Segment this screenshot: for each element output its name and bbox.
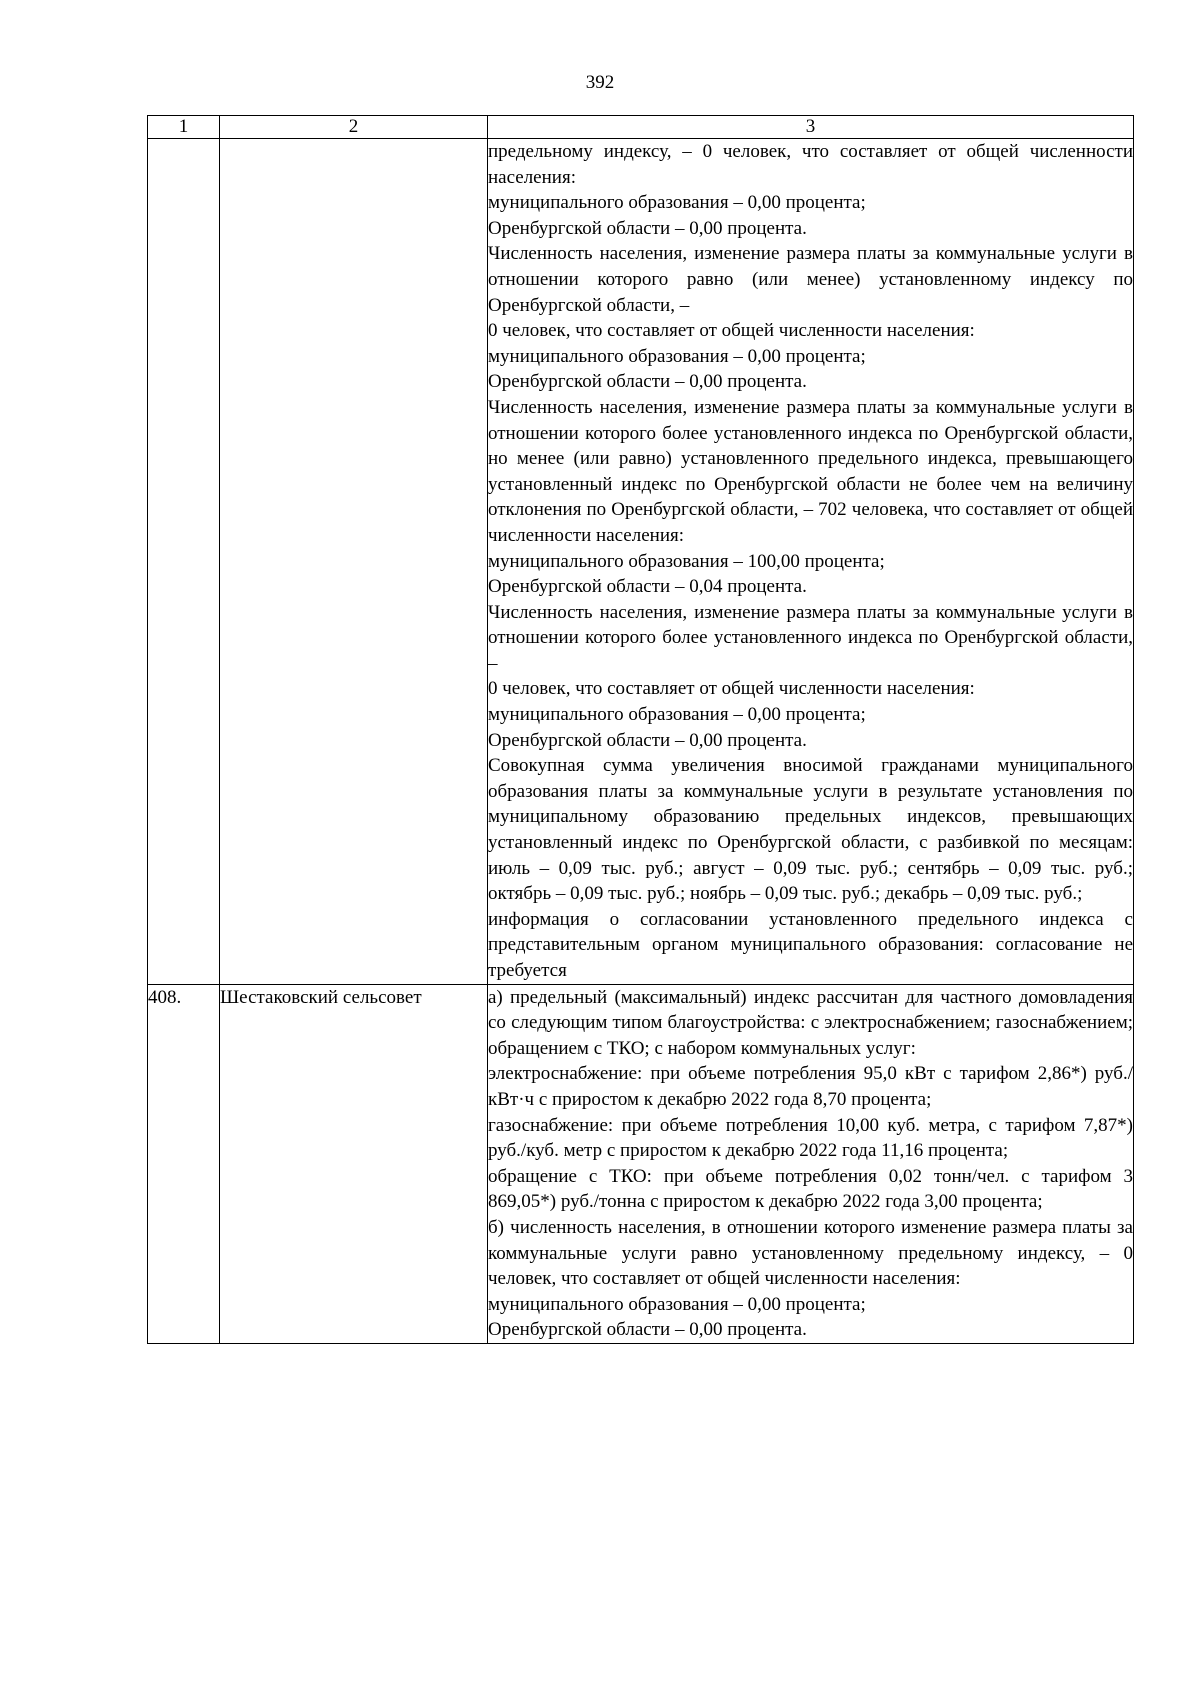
row-content: [488, 139, 1134, 985]
paragraph: Оренбургской области – 0,00 процента.: [488, 371, 807, 393]
paragraph: муниципального образования – 0,00 процента;: [488, 345, 866, 367]
paragraph: предельному индексу, – 0 человек, что составляет от общей численности населения:: [488, 141, 1133, 188]
indices-table: [147, 115, 1134, 1344]
paragraph: газоснабжение: при объеме потребления 10,00 куб. метра, с тарифом 7,87*) руб./куб. метр с приростом к декабрю 2022 года 11,16 процента;: [488, 1114, 1133, 1162]
paragraph: а) предельный (максимальный) индекс рассчитан для частного домовладения со следующим типом благоустройства: с электроснабжением; газоснабжением; обращением с ТКО; с набором коммунальных услуг:: [488, 986, 1133, 1059]
paragraph: Оренбургской области – 0,00 процента.: [488, 1319, 807, 1341]
paragraph: Оренбургской области – 0,04 процента.: [488, 576, 807, 598]
paragraph: Численность населения, изменение размера платы за коммунальные услуги в отношении которого более установленного индекса по Оренбургской области, но менее (или равно) установленного предельного индекса, превышающего установленный индекс по Оренбургской области не более чем на величину отклонения по Оренбургской области, – 702 человека, что составляет от общей численности населения:: [488, 396, 1133, 546]
row-number: 408.: [148, 984, 220, 1343]
column-header-3: 3: [488, 116, 1134, 139]
paragraph: Оренбургской области – 0,00 процента.: [488, 217, 807, 239]
table-row: [148, 984, 1134, 1343]
page-number: 392: [585, 72, 615, 93]
column-header-1: 1: [148, 116, 220, 139]
municipality-name: Шестаковский сельсовет: [220, 984, 488, 1343]
municipality-name: [220, 139, 488, 985]
paragraph: Численность населения, изменение размера платы за коммунальные услуги в отношении которого равно (или менее) установленному индексу по Оренбургской области, –: [488, 243, 1133, 316]
paragraph: Совокупная сумма увеличения вносимой гражданами муниципального образования платы за коммунальные услуги в результате установления по муниципальному образованию предельных индексов, превышающих установленный индекс по Оренбургской области, с разбивкой по месяцам: июль – 0,09 тыс. руб.; август – 0,09 тыс. руб.; сентябрь – 0,09 тыс. руб.; октябрь – 0,09 тыс. руб.; ноябрь – 0,09 тыс. руб.; декабрь – 0,09 тыс. руб.;: [488, 755, 1133, 905]
paragraph: обращение с ТКО: при объеме потребления 0,02 тонн/чел. с тарифом 3 869,05*) руб./тонна с приростом к декабрю 2022 года 3,00 процента;: [488, 1165, 1133, 1213]
table-row: [148, 139, 1134, 985]
paragraph: муниципального образования – 100,00 процента;: [488, 550, 885, 572]
paragraph: б) численность населения, в отношении которого изменение размера платы за коммунальные услуги равно установленному предельному индексу, – 0 человек, что составляет от общей численности населения:: [488, 1216, 1133, 1290]
paragraph: 0 человек, что составляет от общей численности населения:: [488, 320, 975, 342]
paragraph: 0 человек, что составляет от общей численности населения:: [488, 678, 975, 700]
paragraph: муниципального образования – 0,00 процента;: [488, 192, 866, 214]
paragraph: муниципального образования – 0,00 процента;: [488, 704, 866, 726]
paragraph: электроснабжение: при объеме потребления 95,0 кВт с тарифом 2,86*) руб./кВт·ч с приростом к декабрю 2022 года 8,70 процента;: [488, 1063, 1133, 1110]
column-header-2: 2: [220, 116, 488, 139]
row-content: [488, 984, 1134, 1343]
row-number: [148, 139, 220, 985]
paragraph: Численность населения, изменение размера платы за коммунальные услуги в отношении которого более установленного индекса по Оренбургской области, –: [488, 601, 1133, 674]
table-header-row: [148, 116, 1134, 139]
paragraph: Оренбургской области – 0,00 процента.: [488, 729, 807, 751]
paragraph: информация о согласовании установленного предельного индекса с представительным органом муниципального образования: согласование не требуется: [488, 908, 1133, 981]
paragraph: муниципального образования – 0,00 процента;: [488, 1293, 866, 1315]
